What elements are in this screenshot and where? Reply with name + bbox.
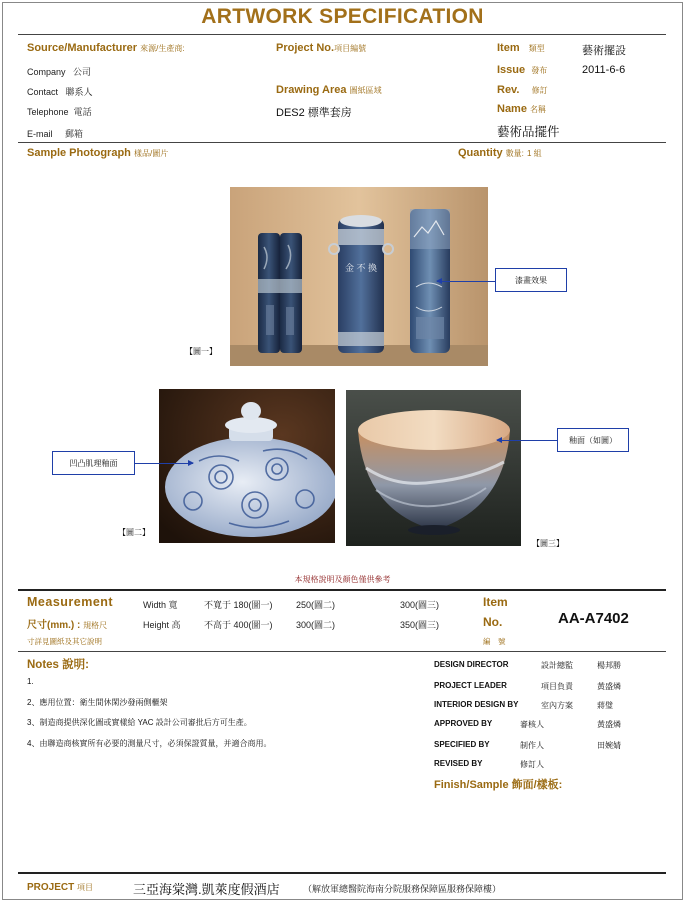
drawing-area-value: DES2 標準套房 (276, 107, 352, 119)
sample-label: Sample Photograph 樣品/圖片 (27, 147, 169, 159)
jar-photo (159, 389, 335, 543)
divider (18, 34, 666, 35)
measurement-unit-label: 尺寸(mm.) : 規格尺 (27, 620, 108, 631)
note-item: 2、應用位置：衛生間休閑沙發兩側櫃架 (27, 698, 168, 707)
figure3-label: 【圖三】 (532, 539, 564, 548)
disclaimer: 本規格說明及顏色僅供參考 (294, 575, 391, 584)
figure2-label: 【圖二】 (118, 528, 150, 537)
quantity-label: Quantity 數量: 1 組 (458, 147, 542, 159)
signoff-role: DESIGN DIRECTOR (434, 660, 509, 669)
signoff-person: 楊邦勝 (597, 661, 621, 670)
signoff-role-cn: 設計總監 (541, 661, 573, 670)
callout-texture: 凹凸肌理釉面 (52, 451, 135, 475)
signoff-role-cn: 修訂人 (520, 760, 544, 769)
rev-label: Rev. 修訂 (497, 84, 548, 96)
vase-inscription: 金 不 換 (344, 263, 378, 273)
signoff-person: 蔣璧 (597, 701, 613, 710)
signoff-role-cn: 審核人 (520, 720, 544, 729)
measurement-label: Measurement (27, 595, 114, 609)
note-item: 3、制造商提供深化圖或實樣給 YAC 設計公司審批后方可生產。 (27, 718, 252, 727)
name-value: 藝術品擺件 (497, 125, 560, 139)
issue-label: Issue 發布 (497, 64, 548, 76)
finish-sample-label: Finish/Sample 飾面/樣板: (434, 779, 563, 791)
height-value-2: 300(圖二) (296, 620, 336, 630)
callout3-arrow (497, 440, 557, 441)
note-item: 1. (27, 677, 34, 686)
width-value-1: 不寬于 180(圖一) (204, 600, 273, 610)
company-label: Company 公司 (27, 67, 92, 77)
signoff-role-cn: 制作人 (520, 741, 544, 750)
footer-project-sub: （解放軍總醫院海南分院服務保障區服務保障樓） (303, 884, 502, 894)
project-no-label: Project No.項目編號 (276, 42, 367, 54)
signoff-role-cn: 項目負責 (541, 682, 573, 691)
divider (18, 651, 666, 652)
callout2-arrow (135, 463, 193, 464)
signoff-role: REVISED BY (434, 759, 483, 768)
callout-lacquer: 漆畫效果 (495, 268, 567, 292)
email-label: E-mail 郵箱 (27, 129, 84, 139)
height-value-3: 350(圖三) (400, 620, 440, 630)
signoff-role: APPROVED BY (434, 719, 493, 728)
signoff-role: SPECIFIED BY (434, 740, 490, 749)
figure1-label: 【圖一】 (185, 347, 217, 356)
note-item: 4、由聯造商核實所有必要的測量尺寸，必須保證質量，并適合商用。 (27, 739, 272, 748)
contact-label: Contact 聯系人 (27, 87, 93, 97)
measurement-note: 寸詳見圖紙及其它說明 (27, 637, 102, 646)
callout1-arrow (437, 281, 495, 282)
footer-project-label: PROJECT 項目 (27, 882, 94, 893)
telephone-label: Telephone 電話 (27, 107, 92, 117)
issue-value: 2011-6-6 (582, 64, 626, 76)
item-value: 藝術擺設 (582, 45, 626, 57)
notes-title: Notes 說明: (27, 659, 89, 671)
source-label: Source/Manufacturer 來源/生產商: (27, 42, 185, 54)
footer-project-name: 三亞海棠灣.凱萊度假酒店 (133, 882, 280, 897)
divider (18, 142, 666, 143)
signoff-role: INTERIOR DESIGN BY (434, 700, 519, 709)
height-label: Height 高 (143, 620, 181, 630)
no-label: No. (483, 615, 503, 629)
signoff-person: 黃盛燐 (597, 682, 621, 691)
signoff-role-cn: 室內方案 (541, 701, 573, 710)
page-title: ARTWORK SPECIFICATION (201, 5, 484, 28)
item-label: Item 類型 (497, 42, 545, 54)
vases-photo (230, 187, 488, 366)
width-label: Width 寬 (143, 600, 178, 610)
divider (18, 872, 666, 874)
item-number: AA-A7402 (558, 610, 629, 627)
signoff-role: PROJECT LEADER (434, 681, 507, 690)
signoff-person: 田婉婧 (597, 741, 621, 750)
no-cn-label: 編 號 (483, 637, 506, 646)
drawing-area-label: Drawing Area 圖紙區域 (276, 84, 382, 96)
item-no-label: Item (483, 595, 508, 609)
name-label: Name 名稱 (497, 103, 547, 115)
callout-glaze: 釉面（如圖） (557, 428, 629, 452)
signoff-person: 黃盛燐 (597, 720, 621, 729)
height-value-1: 不高于 400(圖一) (204, 620, 273, 630)
divider (18, 589, 666, 591)
width-value-2: 250(圖二) (296, 600, 336, 610)
width-value-3: 300(圖三) (400, 600, 440, 610)
bowl-photo (346, 390, 521, 546)
